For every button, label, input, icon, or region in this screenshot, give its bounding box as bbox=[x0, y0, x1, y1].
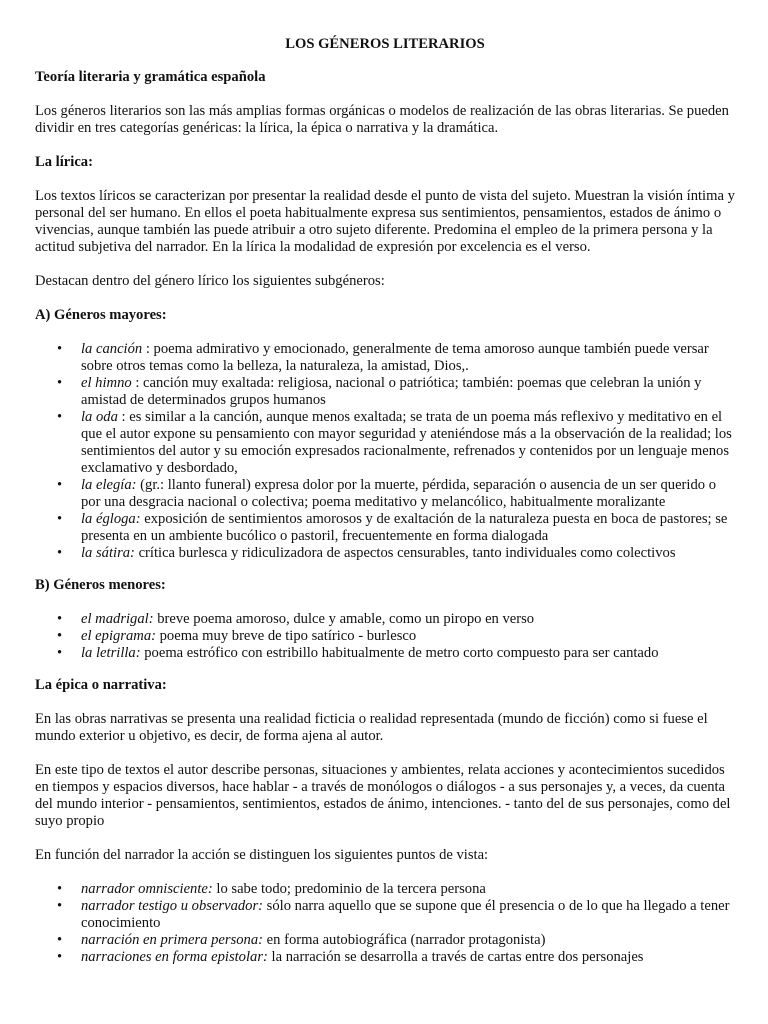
narrator-intro: En función del narrador la acción se distinguen los siguientes puntos de vista: bbox=[35, 847, 489, 863]
intro-paragraph: Los géneros literarios son las más amplias formas orgánicas o modelos de realización de las obras literarias. Se pueden dividir en tres categorías genéricas: la lírica, la épica o narrativa y la dramática. bbox=[35, 103, 729, 136]
item-term: la sátira: bbox=[81, 545, 135, 561]
list-item bbox=[57, 409, 735, 477]
bullet-icon: • bbox=[57, 611, 63, 627]
section-heading-generos-mayores: A) Géneros mayores: bbox=[35, 307, 167, 323]
section-heading-generos-menores: B) Géneros menores: bbox=[35, 577, 166, 593]
item-text: : poema admirativo y emocionado, generalmente de tema amoroso aunque también puede versar sobre otros temas como la belleza, la naturaleza, la amistad, Dios,. bbox=[81, 341, 709, 374]
list-item bbox=[57, 375, 735, 409]
bullet-icon: • bbox=[57, 628, 63, 644]
list-item bbox=[57, 949, 735, 966]
document-page bbox=[35, 36, 735, 981]
bullet-icon: • bbox=[57, 881, 63, 897]
bullet-icon: • bbox=[57, 545, 63, 561]
item-text: breve poema amoroso, dulce y amable, como un piropo en verso bbox=[153, 611, 535, 627]
epica-paragraph-1: En las obras narrativas se presenta una realidad ficticia o realidad representada (mundo de ficción) como si fuese el mundo exterior u objetivo, es decir, de forma ajena al autor. bbox=[35, 711, 708, 744]
item-text: lo sabe todo; predominio de la tercera persona bbox=[212, 881, 486, 897]
item-term: narración en primera persona: bbox=[81, 932, 264, 948]
item-term: el epigrama: bbox=[81, 628, 156, 644]
list-item bbox=[57, 932, 735, 949]
item-term: la canción bbox=[81, 341, 143, 357]
item-text: en forma autobiográfica (narrador protagonista) bbox=[263, 932, 546, 948]
item-text: sólo narra aquello que se supone que él presencia o de lo que ha llegado a tener conocimiento bbox=[81, 898, 730, 931]
item-text: : es similar a la canción, aunque menos exaltada; se trata de un poema más reflexivo y meditativo en el que el autor expone su pensamiento con mayor seguridad y ateniéndose más a la observación de la realidad; los sentimientos del autor y su emoción expresados racionalmente, refrenados y contenidos por un lenguaje menos exclamativo y desbordado, bbox=[81, 409, 732, 476]
list-item bbox=[57, 645, 735, 662]
item-term: la égloga: bbox=[81, 511, 141, 527]
list-item bbox=[57, 545, 735, 562]
section-heading-lirica: La lírica: bbox=[35, 154, 93, 170]
item-text: : canción muy exaltada: religiosa, nacional o patriótica; también: poemas que celebran la unión y amistad de determinados grupos humanos bbox=[81, 375, 702, 408]
section-heading-epica: La épica o narrativa: bbox=[35, 677, 167, 693]
bullet-icon: • bbox=[57, 932, 63, 948]
item-term: la oda bbox=[81, 409, 118, 425]
list-item bbox=[57, 511, 735, 545]
bullet-icon: • bbox=[57, 949, 63, 965]
item-text: poema estrófico con estribillo habitualmente de metro corto compuesto para ser cantado bbox=[140, 645, 659, 661]
list-item bbox=[57, 898, 735, 932]
bullet-icon: • bbox=[57, 477, 63, 493]
document-subtitle: Teoría literaria y gramática española bbox=[35, 69, 266, 85]
item-text: crítica burlesca y ridiculizadora de aspectos censurables, tanto individuales como colectivos bbox=[134, 545, 676, 561]
list-item bbox=[57, 628, 735, 645]
item-term: la letrilla: bbox=[81, 645, 141, 661]
epica-paragraph-2: En este tipo de textos el autor describe personas, situaciones y ambientes, relata acciones y acontecimientos sucedidos en tiempos y espacios diversos, hace hablar - a través de monólogos o diálogos - a sus personajes y, a veces, da cuenta del mundo interior - pensamientos, sentimientos, estados de ánimo, intenciones. - tanto del de sus personajes, como del suyo propio bbox=[35, 762, 731, 829]
list-item bbox=[57, 477, 735, 511]
item-term: el himno bbox=[81, 375, 132, 391]
item-text: (gr.: llanto funeral) expresa dolor por la muerte, pérdida, separación o ausencia de un ser querido o por una desgracia nacional o colectiva; poema meditativo y melancólico, habitualmente moralizante bbox=[81, 477, 717, 510]
item-term: el madrigal: bbox=[81, 611, 154, 627]
subgenres-intro: Destacan dentro del género lírico los siguientes subgéneros: bbox=[35, 273, 385, 289]
bullet-icon: • bbox=[57, 645, 63, 661]
list-item bbox=[57, 341, 735, 375]
bullet-icon: • bbox=[57, 375, 63, 391]
list-item bbox=[57, 611, 735, 628]
item-term: narraciones en forma epistolar: bbox=[81, 949, 268, 965]
item-term: narrador omnisciente: bbox=[81, 881, 213, 897]
item-text: poema muy breve de tipo satírico - burlesco bbox=[155, 628, 417, 644]
page-title: LOS GÉNEROS LITERARIOS bbox=[285, 36, 485, 52]
bullet-icon: • bbox=[57, 341, 63, 357]
bullet-icon: • bbox=[57, 898, 63, 914]
generos-menores-list bbox=[35, 611, 735, 662]
bullet-icon: • bbox=[57, 409, 63, 425]
item-text: exposición de sentimientos amorosos y de exaltación de la naturaleza puesta en boca de pastores; se presenta en un ambiente bucólico o pastoril, frecuentemente en forma dialogada bbox=[81, 511, 728, 544]
lirica-paragraph: Los textos líricos se caracterizan por presentar la realidad desde el punto de vista del sujeto. Muestran la visión íntima y personal del ser humano. En ellos el poeta habitualmente expresa sus sentimientos, pensamientos, estados de ánimo o vivencias, aunque también las puede atribuir a otro sujeto diferente. Predomina el empleo de la primera persona y la actitud subjetiva del narrador. En la lírica la modalidad de expresión por excelencia es el verso. bbox=[35, 188, 735, 255]
narrator-list bbox=[35, 881, 735, 966]
item-term: narrador testigo u observador: bbox=[81, 898, 264, 914]
generos-mayores-list bbox=[35, 341, 735, 562]
list-item bbox=[57, 881, 735, 898]
bullet-icon: • bbox=[57, 511, 63, 527]
item-term: la elegía: bbox=[81, 477, 137, 493]
item-text: la narración se desarrolla a través de cartas entre dos personajes bbox=[267, 949, 644, 965]
